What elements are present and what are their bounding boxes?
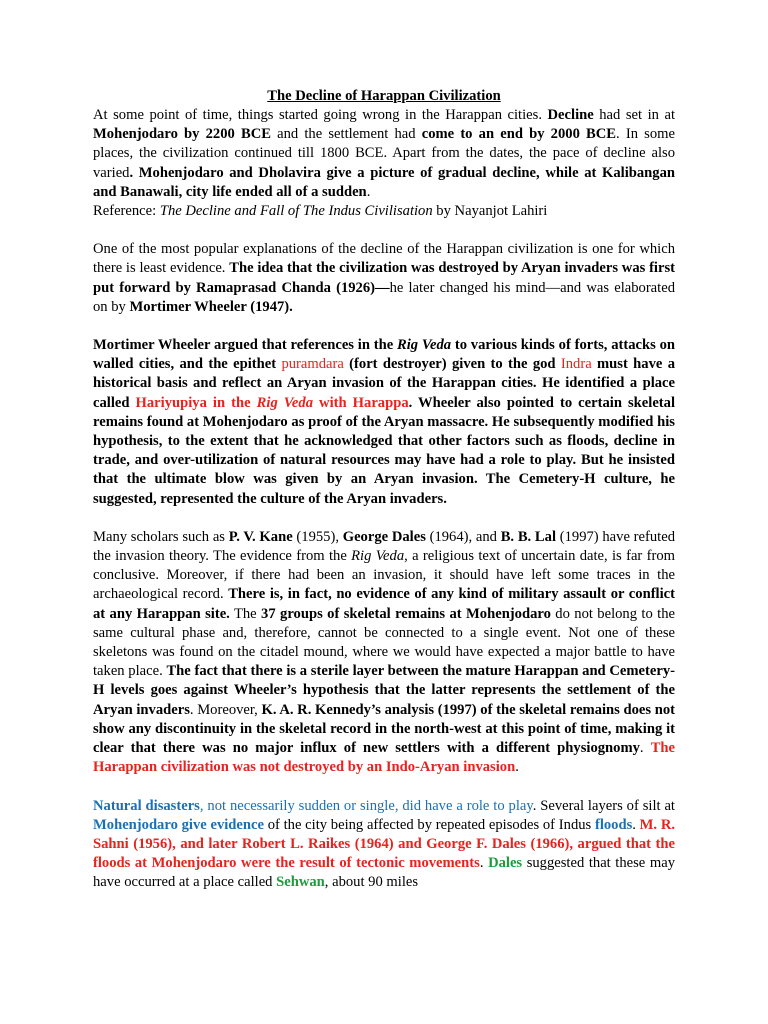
- text-span: he later changed his mind—and was elaborated on by: [93, 279, 675, 315]
- text-span: . Moreover,: [189, 701, 262, 718]
- blue-span: , not necessarily sudden or single, did have a role to play: [199, 797, 533, 814]
- bold-span: George Dales: [342, 528, 426, 545]
- bold-span: 37 groups of skeletal remains at Mohenjodaro: [261, 605, 551, 622]
- document-page: [93, 87, 675, 893]
- bold-span: . Wheeler also pointed to certain skeletal remains found at Mohenjodaro as proof of the Aryan massacre. He subsequently modified his hypothesis, to the extent that he acknowledged that other factors such as floods, decline in trade, and over-utilization of natural resources may have had a role to play. But he insisted that the ultimate blow was given by an Aryan invasion. The Cemetery-H culture, he suggested, represented the culture of the Aryan invaders.: [93, 394, 676, 507]
- reference-author: by Nayanjot Lahiri: [432, 203, 548, 220]
- reference-prefix: Reference:: [93, 203, 160, 220]
- blue-bold-span: floods: [594, 816, 633, 833]
- paragraph-aryan-invasion-idea: [93, 240, 675, 317]
- red-bold-span: Hariyupiya in the: [135, 394, 257, 411]
- text-span: .: [479, 855, 489, 872]
- bold-span: come to an end by 2000 BCE: [421, 126, 617, 143]
- bold-span: B. B. Lal: [500, 528, 557, 545]
- text-span: . In some places, the civilization continued till 1800 BCE. Apart from the dates, the pace of decline also varied: [93, 126, 675, 181]
- red-span: Indra: [560, 356, 592, 373]
- text-span: The: [229, 605, 262, 622]
- paragraph-decline-dates: [93, 106, 675, 202]
- text-span: of the city being affected by repeated episodes of Indus: [263, 816, 595, 833]
- red-bold-italic-span: Rig Veda: [256, 394, 313, 411]
- bold-span: The fact that there is a sterile layer between the mature Harappan and Cemetery-H levels goes against Wheeler’s hypothesis that the latter represents the settlement of the Aryan invaders: [93, 663, 675, 718]
- paragraph-gap: [93, 778, 675, 797]
- red-span: puramdara: [281, 356, 344, 373]
- text-span: (1964), and: [425, 528, 501, 545]
- red-bold-span: M. R. Sahni (1956), and later Robert L. Raikes (1964) and George F. Dales (1966), argued that the floods at Mohenjodaro were the result of tectonic movements: [93, 816, 676, 872]
- blue-bold-span: Natural disasters: [93, 797, 200, 814]
- red-bold-span: The Harappan civilization was not destroyed by an Indo-Aryan invasion: [93, 740, 676, 776]
- bold-span: K. A. R. Kennedy’s analysis (1997) of the skeletal remains does not show any discontinuity in the skeletal record in the north-west at this point of time, making it clear that there was no major influx of new settlers with a different physiognomy: [93, 701, 676, 757]
- text-span: .: [639, 740, 651, 757]
- text-span: .: [632, 816, 640, 833]
- bold-span: Mortimer Wheeler (1947).: [129, 298, 293, 315]
- page-title: The Decline of Harappan Civilization: [267, 88, 501, 104]
- bold-span: must have a historical basis and reflect an Aryan invasion of the Harappan cities. He identified a place called: [93, 356, 675, 411]
- text-span: (1955),: [292, 528, 343, 545]
- text-span: , about 90 miles: [324, 874, 419, 891]
- reference-line: [93, 202, 675, 221]
- text-span: , a religious text of uncertain date, is far from conclusive. Moreover, if there had been an invasion, it should have left some traces in the archaeological record.: [93, 548, 675, 603]
- text-span: Many scholars such as: [93, 528, 229, 545]
- italic-span: Rig Veda: [351, 548, 405, 565]
- paragraph-gap: [93, 509, 675, 528]
- bold-span: . Mohenjodaro and Dholavira give a picture of gradual decline, while at Kalibangan and Banawali, city life ended all of a sudden: [93, 164, 675, 200]
- paragraph-refutation: [93, 528, 675, 778]
- bold-span: P. V. Kane: [228, 528, 293, 545]
- bold-span: Decline: [547, 107, 594, 123]
- bold-span: Mortimer Wheeler argued that references in the: [93, 337, 397, 354]
- green-bold-span: Dales: [488, 855, 523, 872]
- paragraph-natural-disasters: [93, 797, 675, 893]
- bold-span: (fort destroyer) given to the god: [343, 356, 561, 373]
- text-span: .: [366, 183, 371, 200]
- blue-bold-span: Mohenjodaro give evidence: [93, 816, 264, 833]
- text-span: .: [515, 759, 519, 776]
- text-span: suggested that these may have occurred at a place called: [93, 855, 675, 891]
- green-bold-span: Sehwan: [276, 874, 325, 891]
- paragraph-wheeler-argument: [93, 336, 675, 509]
- paragraph-gap: [93, 221, 675, 240]
- text-span: One of the most popular explanations of the decline of the Harappan civilization is one for which there is least evidence.: [93, 241, 675, 277]
- text-span: had set in at: [593, 107, 676, 123]
- paragraph-gap: [93, 317, 675, 336]
- bold-italic-span: Rig Veda: [396, 337, 452, 354]
- bold-span: Mohenjodaro by 2200 BCE: [93, 126, 271, 143]
- reference-book-title: The Decline and Fall of The Indus Civilisation: [159, 203, 433, 220]
- bold-span: to various kinds of forts, attacks on walled cities, and the epithet: [93, 337, 675, 373]
- text-span: At some point of time, things started going wrong in the Harappan cities.: [93, 107, 548, 123]
- bold-span: There is, in fact, no evidence of any kind of military assault or conflict at any Harappan site.: [93, 586, 676, 622]
- text-span: do not belong to the same cultural phase and, therefore, cannot be connected to a single event. Not one of these skeletons was found on the citadel mound, where we would have expected a major battle to have taken place.: [93, 605, 675, 680]
- bold-span: The idea that the civilization was destroyed by Aryan invaders was first put forward by Ramaprasad Chanda (1926)—: [93, 260, 675, 296]
- text-span: (1997) have refuted the invasion theory. The evidence from the: [93, 528, 675, 565]
- text-span: and the settlement had: [270, 126, 422, 143]
- red-bold-span: with Harappa: [313, 394, 409, 411]
- text-span: . Several layers of silt at: [532, 797, 675, 814]
